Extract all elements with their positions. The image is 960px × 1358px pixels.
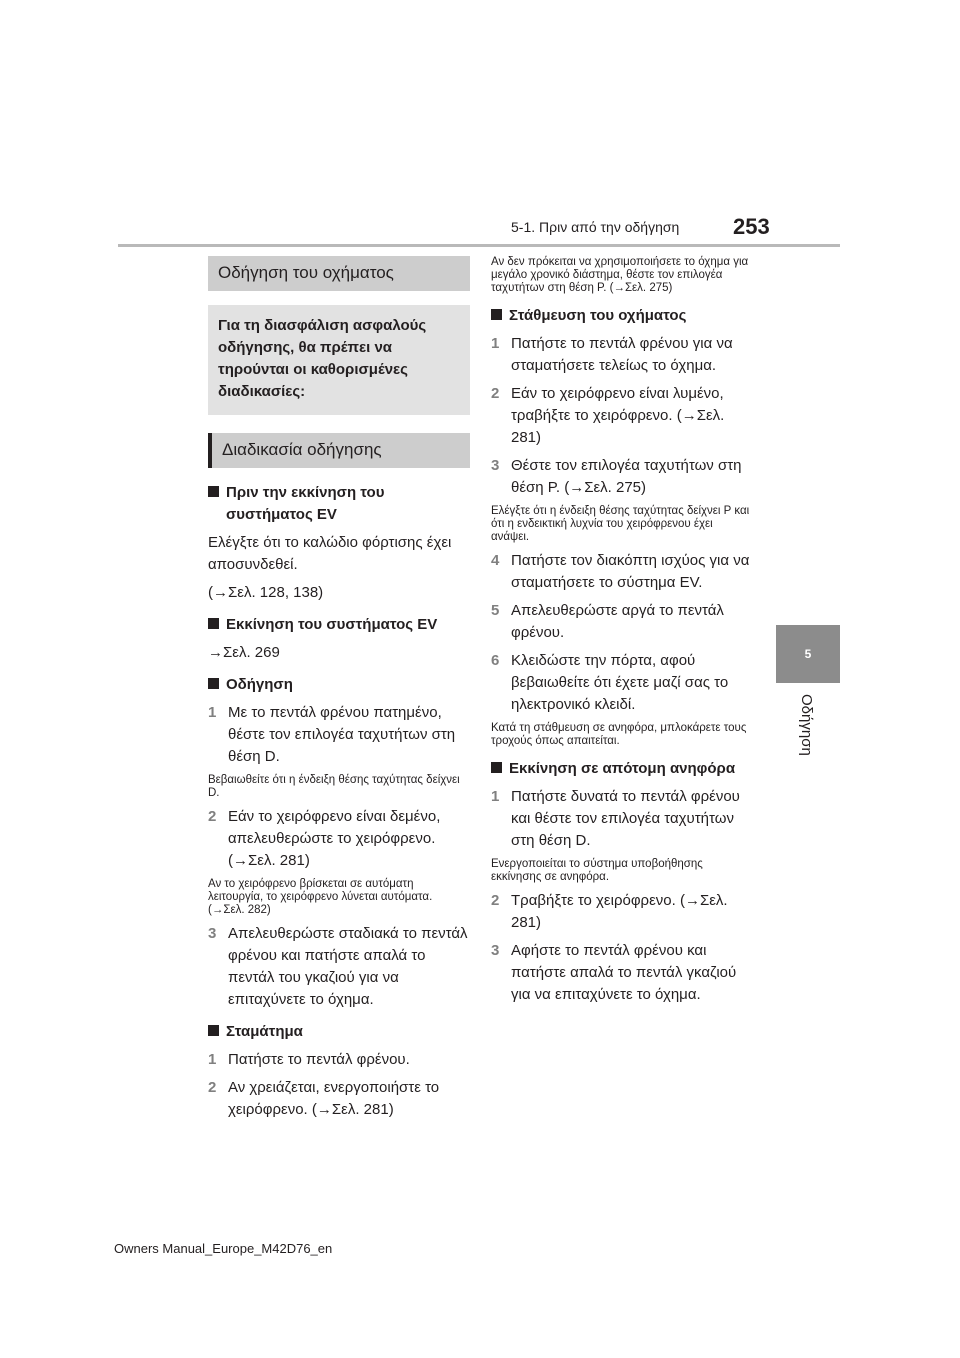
- note: Ενεργοποιείται το σύστημα υποβοήθησης εκκίνησης σε ανηφόρα.: [491, 858, 703, 883]
- right-column: [491, 256, 753, 1012]
- step-2: 2 Τραβήξτε το χειρόφρενο. (→Σελ. 281): [491, 892, 728, 931]
- step-5: 5 Απελευθερώστε αργά το πεντάλ φρένου.: [491, 602, 724, 641]
- step-4: 4 Πατήστε τον διακόπτη ισχύος για να σταματήσετε το σύστημα EV.: [491, 552, 750, 591]
- intro-box: Για τη διασφάλιση ασφαλούς οδήγησης, θα πρέπει να τηρούνται οι καθορισμένες διαδικασίες:: [208, 305, 470, 415]
- subheading-driving: Οδήγηση: [208, 674, 470, 696]
- square-bullet-icon: [208, 486, 219, 497]
- subheading-hill-start: Εκκίνηση σε απότομη ανηφόρα: [491, 758, 753, 780]
- step-6: 6 Κλειδώστε την πόρτα, αφού βεβαιωθείτε ότι έχετε μαζί σας το ηλεκτρονικό κλειδί.: [491, 652, 729, 713]
- square-bullet-icon: [208, 1025, 219, 1036]
- note: Κατά τη στάθμευση σε ανηφόρα, μπλοκάρετε τους τροχούς όπως απαιτείται.: [491, 722, 747, 747]
- subheading-before-start: Πριν την εκκίνηση του συστήματος EV: [208, 482, 470, 526]
- note: Αν δεν πρόκειται να χρησιμοποιήσετε το όχημα για μεγάλο χρονικό διάστημα, θέστε τον επιλογέα ταχυτήτων στη θέση P. (→Σελ. 275): [491, 256, 749, 294]
- square-bullet-icon: [491, 762, 502, 773]
- square-bullet-icon: [208, 618, 219, 629]
- step-2: 2 Εάν το χειρόφρενο είναι λυμένο, τραβήξτε το χειρόφρενο. (→Σελ. 281): [491, 385, 725, 446]
- step-1: 1 Πατήστε το πεντάλ φρένου για να σταματήσετε τελείως το όχημα.: [491, 335, 733, 374]
- footer: Owners Manual_Europe_M42D76_en: [114, 1241, 333, 1256]
- title-bar: Οδήγηση του οχήματος: [208, 256, 470, 291]
- step-2: 2 Αν χρειάζεται, ενεργοποιήστε το χειρόφρενο. (→Σελ. 281): [208, 1079, 440, 1118]
- page-reference: →Σελ. 269: [208, 644, 280, 661]
- step-2: 2 Εάν το χειρόφρενο είναι δεμένο, απελευθερώστε το χειρόφρενο. (→Σελ. 281): [208, 808, 441, 869]
- left-column: [208, 256, 470, 1127]
- step-3: 3 Θέστε τον επιλογέα ταχυτήτων στη θέση P. (→Σελ. 275): [491, 457, 742, 496]
- note: Ελέγξτε ότι η ένδειξη θέσης ταχύτητας δείχνει P και ότι η ενδεικτική λυχνία του χειρόφρενου έχει ανάψει.: [491, 505, 750, 543]
- step-3: 3 Αφήστε το πεντάλ φρένου και πατήστε απαλά το πεντάλ γκαζιού για να επιταχύνετε το όχημα.: [491, 942, 737, 1003]
- chapter-tab: 5: [776, 625, 840, 683]
- chapter-tab-label: Οδήγηση: [798, 694, 815, 756]
- subheading-stopping: Σταμάτημα: [208, 1021, 470, 1043]
- square-bullet-icon: [208, 678, 219, 689]
- step-3: 3 Απελευθερώστε σταδιακά το πεντάλ φρένου και πατήστε απαλά το πεντάλ του γκαζιού για να επιταχύνετε το όχημα.: [208, 925, 468, 1008]
- step-1: 1 Πατήστε το πεντάλ φρένου.: [208, 1051, 410, 1068]
- section-header: 5-1. Πριν από την οδήγηση: [511, 219, 680, 235]
- step-1: 1 Πατήστε δυνατά το πεντάλ φρένου και θέστε τον επιλογέα ταχυτήτων στη θέση D.: [491, 788, 740, 849]
- header-rule: [118, 244, 840, 247]
- page-number: 253: [733, 214, 770, 239]
- subheading-start: Εκκίνηση του συστήματος EV: [208, 614, 470, 636]
- note: Αν το χειρόφρενο βρίσκεται σε αυτόματη λειτουργία, το χειρόφρενο λύνεται αυτόματα. (→Σελ. 282): [208, 878, 433, 916]
- procedure-bar: Διαδικασία οδήγησης: [208, 433, 470, 468]
- step-1: 1 Με το πεντάλ φρένου πατημένο, θέστε τον επιλογέα ταχυτήτων στη θέση D.: [208, 704, 456, 765]
- page-reference: (→Σελ. 128, 138): [208, 584, 324, 601]
- paragraph: Ελέγξτε ότι το καλώδιο φόρτισης έχει αποσυνδεθεί.: [208, 534, 452, 573]
- note: Βεβαιωθείτε ότι η ένδειξη θέσης ταχύτητας δείχνει D.: [208, 774, 460, 799]
- subheading-parking: Στάθμευση του οχήματος: [491, 305, 753, 327]
- square-bullet-icon: [491, 309, 502, 320]
